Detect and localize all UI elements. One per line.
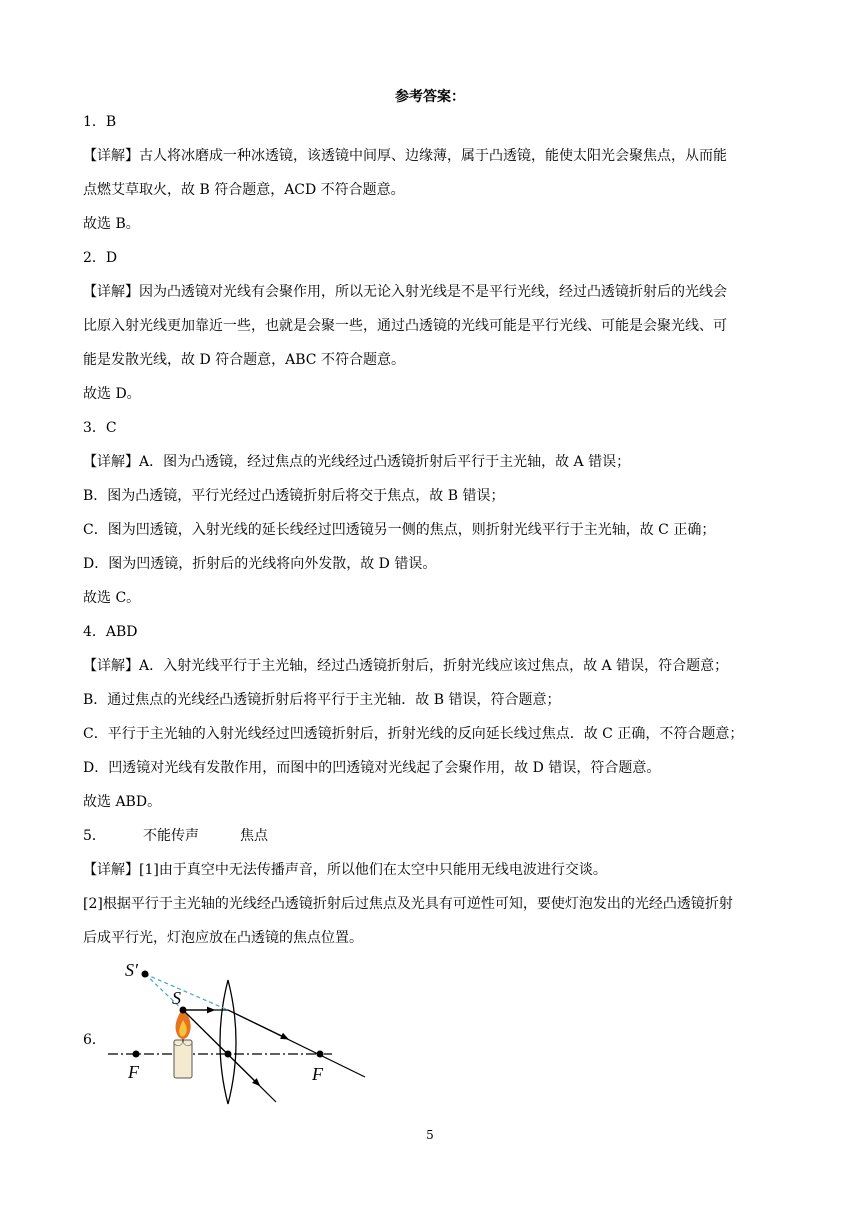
q3-detail-b: B．图为凸透镜，平行光经过凸透镜折射后将交于焦点，故 B 错误； — [83, 488, 505, 504]
q2-detail-line-2: 比原入射光线更加靠近一些，也就是会聚一些，通过凸透镜的光线可能是平行光线、可能是会聚光线、可 — [83, 318, 727, 334]
label-focus-right: F — [312, 1064, 323, 1084]
q5-blank-2: 焦点 — [240, 828, 268, 844]
convex-lens-ray-diagram — [100, 950, 390, 1110]
q4-detail-b: B．通过焦点的光线经凸透镜折射后将平行于主光轴．故 B 错误，符合题意； — [83, 692, 561, 708]
label-s-prime: S′ — [125, 960, 138, 980]
q4-answer: 4．ABD — [83, 624, 138, 640]
q2-answer: 2．D — [83, 250, 118, 266]
q3-detail-a: 【详解】A．图为凸透镜，经过焦点的光线经过凸透镜折射后平行于主光轴，故 A 错误； — [83, 454, 631, 470]
q5-detail-line-1: 【详解】[1]由于真空中无法传播声音，所以他们在太空中只能用无线电波进行交谈。 — [83, 862, 607, 878]
q5-detail-line-3: 后成平行光，灯泡应放在凸透镜的焦点位置。 — [83, 930, 363, 946]
q2-detail-line-1: 【详解】因为凸透镜对光线有会聚作用，所以无论入射光线是不是平行光线，经过凸透镜折射后的光线会 — [83, 284, 727, 300]
q4-conclusion: 故选 ABD。 — [83, 794, 162, 810]
q1-detail-line-2: 点燃艾草取火，故 B 符合题意，ACD 不符合题意。 — [83, 182, 405, 198]
point-image-s-prime — [142, 971, 149, 978]
q3-conclusion: 故选 C。 — [83, 590, 141, 606]
ray-refracted-arrow — [228, 1010, 286, 1038]
q2-detail-line-3: 能是发散光线，故 D 符合题意，ABC 不符合题意。 — [83, 352, 405, 368]
q4-detail-d: D．凹透镜对光线有发散作用，而图中的凹透镜对光线起了会聚作用，故 D 错误，符合题意。 — [83, 760, 661, 776]
q6-number: 6． — [83, 1032, 106, 1048]
label-focus-left: F — [128, 1062, 139, 1082]
q4-detail-c: C．平行于主光轴的入射光线经过凹透镜折射后，折射光线的反向延长线过焦点．故 C 正确，不符合题意； — [83, 726, 744, 742]
q5-blank-1: 不能传声 — [143, 828, 199, 844]
page-title: 参考答案： — [395, 89, 465, 105]
point-focus-left — [133, 1051, 140, 1058]
q3-detail-c: C．图为凹透镜，入射光线的延长线经过凹透镜另一侧的焦点，则折射光线平行于主光轴，故 C 正确； — [83, 522, 716, 538]
page-number: 5 — [426, 1128, 434, 1142]
virtual-ray-2 — [145, 974, 228, 1010]
q5-number: 5． — [83, 828, 106, 844]
convex-lens — [220, 980, 236, 1104]
q4-detail-a: 【详解】A．入射光线平行于主光轴，经过凸透镜折射后，折射光线应该过焦点，故 A 错误，符合题意； — [83, 658, 729, 674]
q5-detail-line-2: [2]根据平行于主光轴的光线经凸透镜折射后过焦点及光具有可逆性可知，要使灯泡发出的光经凸透镜折射 — [83, 896, 733, 912]
label-s: S — [172, 988, 181, 1008]
q1-answer: 1．B — [83, 114, 117, 130]
q2-conclusion: 故选 D。 — [83, 386, 141, 402]
q1-conclusion: 故选 B。 — [83, 216, 140, 232]
point-focus-right — [317, 1051, 324, 1058]
q3-answer: 3．C — [83, 420, 117, 436]
q3-detail-d: D．图为凹透镜，折射后的光线将向外发散，故 D 错误。 — [83, 556, 437, 572]
q1-detail-line-1: 【详解】古人将冰磨成一种冰透镜，该透镜中间厚、边缘薄，属于凸透镜，能使太阳光会聚焦点，从而能 — [83, 148, 727, 164]
point-optical-center — [225, 1051, 232, 1058]
